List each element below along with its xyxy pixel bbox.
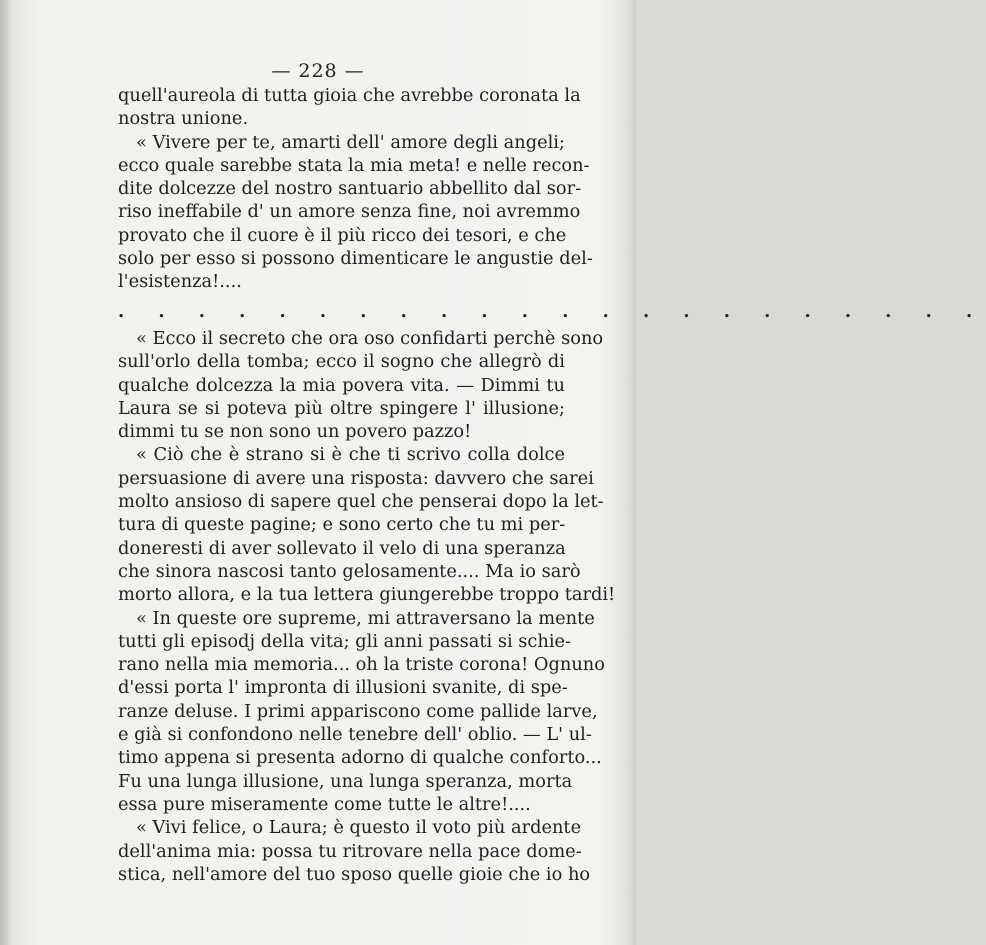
text-line: morto allora, e la tua lettera giungerebbe troppo tardi! [118, 584, 616, 606]
text-line: « Ecco il secreto che ora oso confidarti perchè sono [136, 327, 604, 349]
text-line: dite dolcezze del nostro santuario abbellito dal sor- [118, 178, 582, 200]
text-line: provato che il cuore è il più ricco dei tesori, e che [118, 224, 567, 246]
text-line: d'essi porta l' impronta di illusioni svanite, di spe- [118, 677, 568, 699]
text-line: molto ansioso di sapere quel che penserai dopo la let- [118, 491, 604, 513]
text-line: Laura se si poteva più oltre spingere l' illusione; [118, 397, 565, 419]
text-line: dell'anima mia: possa tu ritrovare nella pace dome- [118, 840, 582, 862]
paragraph [118, 607, 605, 817]
text-line: nostra unione. [118, 108, 249, 130]
ellipsis-separator: . . . . . . . . . . . . . . . . . . . . . . [118, 300, 986, 322]
text-line: e già si confondono nelle tenebre dell' oblio. — L' ul- [118, 724, 592, 746]
text-line: « In queste ore supreme, mi attraversano la mente [136, 607, 595, 629]
paragraph [118, 84, 581, 131]
text-line: dimmi tu se non sono un povero pazzo! [118, 421, 472, 443]
text-line: « Vivi felice, o Laura; è questo il voto più ardente [136, 817, 582, 839]
body-text [118, 84, 986, 886]
text-line: timo appena si presenta adorno di qualche conforto... [118, 747, 602, 769]
text-line: l'esistenza!.... [118, 271, 242, 293]
paragraph [118, 131, 593, 294]
paragraph [118, 443, 616, 606]
text-line: doneresti di aver sollevato il velo di una speranza [118, 537, 566, 559]
text-line: stica, nell'amore del tuo sposo quelle gioie che io ho [118, 863, 591, 885]
text-line: Fu una lunga illusione, una lunga speranza, morta [118, 770, 573, 792]
text-line: ranze deluse. I primi appariscono come pallide larve, [118, 700, 598, 722]
text-line: sull'orlo della tomba; ecco il sogno che allegrò di [118, 351, 565, 373]
text-line: qualche dolcezza la mia povera vita. — Dimmi tu [118, 374, 565, 396]
text-line: tura di queste pagine; e sono certo che tu mi per- [118, 514, 566, 536]
page-number: — 228 — [271, 60, 365, 82]
text-line: che sinora nascosi tanto gelosamente.... Ma io sarò [118, 560, 581, 582]
text-line: essa pure miseramente come tutte le altre!.... [118, 793, 531, 815]
text-line: tutti gli episodj della vita; gli anni passati si schie- [118, 630, 572, 652]
text-line: solo per esso si possono dimenticare le angustie del- [118, 248, 593, 270]
text-line: riso ineffabile d' un amore senza fine, noi avremmo [118, 201, 581, 223]
paragraph [118, 327, 604, 443]
text-line: « Vivere per te, amarti dell' amore degli angeli; [136, 131, 565, 153]
text-line: rano nella mia memoria... oh la triste corona! Ognuno [118, 654, 605, 676]
text-line: quell'aureola di tutta gioia che avrebbe coronata la [118, 85, 581, 106]
paragraph [118, 816, 591, 886]
text-line: ecco quale sarebbe stata la mia meta! e nelle recon- [118, 154, 590, 176]
text-line: « Ciò che è strano si è che ti scrivo colla dolce [136, 444, 565, 466]
text-line: persuasione di avere una risposta: davvero che sarei [118, 467, 594, 489]
